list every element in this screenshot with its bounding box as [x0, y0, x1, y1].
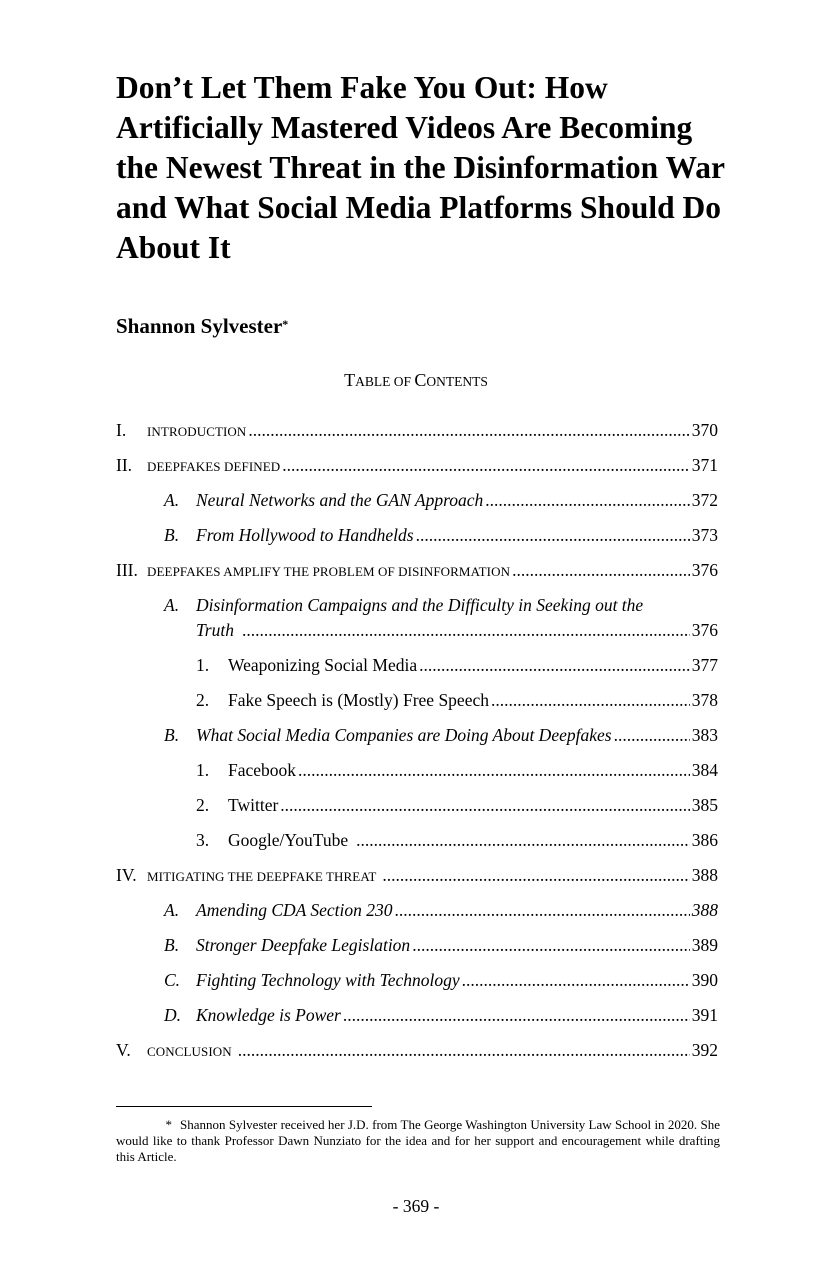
toc-label: Google/YouTube: [228, 830, 349, 850]
toc-number: 3.: [196, 830, 210, 850]
toc-label: Facebook: [228, 760, 297, 780]
toc-entry-fighting-technology[interactable]: [116, 968, 718, 992]
toc-page: 388: [691, 865, 718, 885]
toc-leader: [462, 968, 690, 992]
toc-leader: [416, 523, 690, 547]
toc-page: 370: [691, 420, 718, 440]
toc-label: Fake Speech is (Mostly) Free Speech: [228, 690, 489, 710]
toc-leader: [280, 793, 689, 817]
toc-entry-fake-speech[interactable]: [116, 688, 718, 712]
toc-label: Stronger Deepfake Legislation: [196, 935, 411, 955]
toc-entry-google-youtube[interactable]: [116, 828, 718, 852]
article-title: Don’t Let Them Fake You Out: How Artificially Mastered Videos Are Becoming the Newest Threat in the Disinformation War and What Social Media Platforms Should Do About It: [116, 70, 725, 265]
toc-entry-mitigating-threat[interactable]: [116, 863, 718, 887]
toc-label: Fighting Technology with Technology: [196, 970, 460, 990]
toc-page: 388: [691, 900, 718, 920]
toc-label: Weaponizing Social Media: [228, 655, 418, 675]
toc-leader: [242, 618, 690, 642]
toc-page: 371: [691, 455, 718, 475]
toc-entry-twitter[interactable]: [116, 793, 718, 817]
toc-number: 1.: [196, 760, 210, 780]
footnote: [116, 1117, 720, 1165]
toc-leader: [238, 1038, 690, 1062]
toc-label: DEEPFAKES AMPLIFY THE PROBLEM OF DISINFORMATION: [147, 564, 511, 579]
toc-leader: [512, 558, 690, 582]
toc-label: Amending CDA Section 230: [196, 900, 393, 920]
toc-entry-disinformation-campaigns[interactable]: [116, 593, 718, 617]
author-footnote-marker[interactable]: *: [282, 317, 289, 331]
toc-page: 373: [691, 525, 718, 545]
toc-heading: TABLE OF CONTENTS: [344, 370, 488, 390]
toc-label: MITIGATING THE DEEPFAKE THREAT: [147, 869, 377, 884]
toc-entry-neural-networks[interactable]: [116, 488, 718, 512]
toc-leader: [485, 488, 689, 512]
toc-entry-amending-cda[interactable]: [116, 898, 718, 922]
toc-label: DEEPFAKES DEFINED: [147, 459, 281, 474]
toc-number: III.: [116, 560, 138, 580]
toc-leader: [614, 723, 690, 747]
toc-entry-facebook[interactable]: [116, 758, 718, 782]
toc-entry-knowledge-is-power[interactable]: [116, 1003, 718, 1027]
toc-label: Neural Networks and the GAN Approach: [196, 490, 484, 510]
toc-entry-weaponizing-social-media[interactable]: [116, 653, 718, 677]
toc-page: 389: [691, 935, 718, 955]
toc-leader: [343, 1003, 690, 1027]
toc-number: B.: [164, 525, 180, 545]
toc-page: 385: [691, 795, 718, 815]
toc-number: A.: [164, 900, 180, 920]
toc-number: IV.: [116, 865, 137, 885]
toc-page: 386: [691, 830, 718, 850]
toc-label: Knowledge is Power: [196, 1005, 341, 1025]
toc-number: V.: [116, 1040, 131, 1060]
toc-entry-deepfakes-defined[interactable]: [116, 453, 718, 477]
toc-page: 378: [691, 690, 718, 710]
toc-label: Disinformation Campaigns and the Difficulty in Seeking out the: [196, 595, 644, 615]
author-name: Shannon Sylvester*: [116, 314, 289, 338]
toc-leader: [382, 863, 689, 887]
toc-label: Twitter: [228, 795, 279, 815]
toc-leader: [356, 828, 690, 852]
toc-number: I.: [116, 420, 127, 440]
toc-page: 384: [691, 760, 718, 780]
toc-entry-hollywood-handhelds[interactable]: [116, 523, 718, 547]
toc-label: Truth: [196, 620, 234, 640]
toc-leader: [282, 453, 689, 477]
toc-leader: [419, 653, 690, 677]
footnote-separator: [116, 1106, 372, 1107]
toc-page: 372: [691, 490, 718, 510]
toc-number: D.: [164, 1005, 182, 1025]
toc-leader: [395, 898, 690, 922]
toc-page: 390: [691, 970, 718, 990]
toc-number: 2.: [196, 795, 210, 815]
footnote-marker: *: [165, 1117, 172, 1132]
toc-number: A.: [164, 490, 180, 510]
toc-number: II.: [116, 455, 133, 475]
toc-number: 1.: [196, 655, 210, 675]
toc-entry-disinformation-campaigns-cont[interactable]: [116, 618, 718, 642]
toc-number: 2.: [196, 690, 210, 710]
toc-leader: [412, 933, 690, 957]
toc-page: 392: [691, 1040, 718, 1060]
toc-number: C.: [164, 970, 181, 990]
toc-leader: [491, 688, 690, 712]
toc-entry-introduction[interactable]: [116, 418, 718, 442]
toc-entry-social-media-companies[interactable]: [116, 723, 718, 747]
toc-label: From Hollywood to Handhelds: [196, 525, 414, 545]
toc-page: 376: [691, 560, 718, 580]
toc-leader: [248, 418, 689, 442]
toc-leader: [298, 758, 690, 782]
toc-entry-conclusion[interactable]: [116, 1038, 718, 1062]
toc-page: 383: [691, 725, 718, 745]
toc-number: B.: [164, 725, 180, 745]
toc-label: CONCLUSION: [147, 1044, 232, 1059]
toc-page: 377: [691, 655, 718, 675]
toc-page: 376: [691, 620, 718, 640]
toc-label: What Social Media Companies are Doing About Deepfakes: [196, 725, 612, 745]
toc-page: 391: [691, 1005, 718, 1025]
toc-number: B.: [164, 935, 180, 955]
footnote-text: Shannon Sylvester received her J.D. from The George Washington University Law School in 2020. She would like to thank Professor Dawn Nunziato for the idea and for her support and encouragement while drafting this Article.: [116, 1117, 720, 1164]
page-number: - 369 -: [392, 1196, 440, 1216]
toc-entry-deepfakes-amplify[interactable]: [116, 558, 718, 582]
toc-label: INTRODUCTION: [147, 424, 247, 439]
toc-entry-stronger-legislation[interactable]: [116, 933, 718, 957]
toc-number: A.: [164, 595, 180, 615]
